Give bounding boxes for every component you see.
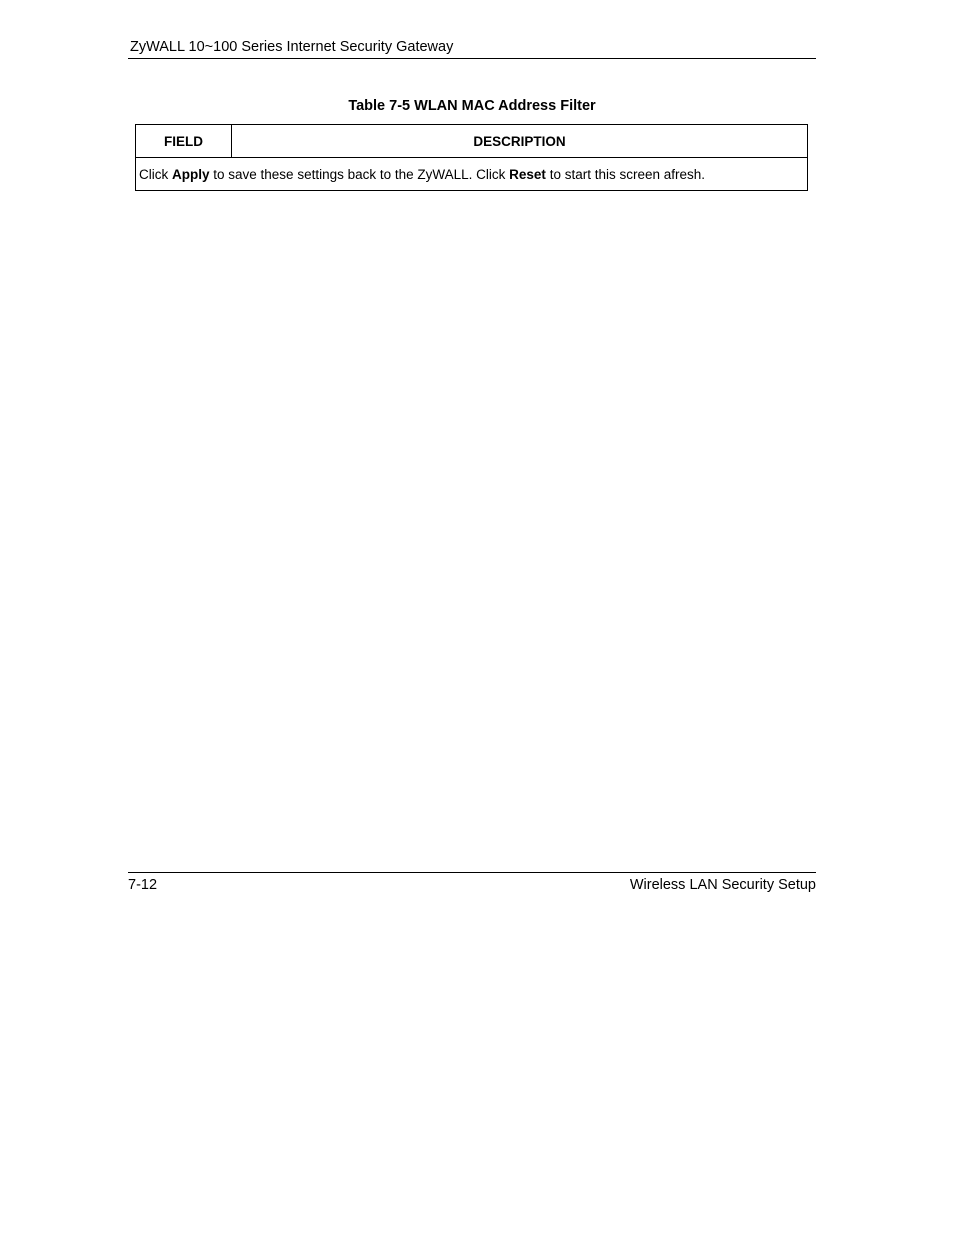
reset-term: Reset	[509, 166, 546, 182]
note-text-1: Click	[139, 166, 172, 182]
table-header-row	[136, 125, 808, 158]
column-header-description: DESCRIPTION	[232, 125, 808, 158]
column-header-field: FIELD	[136, 125, 232, 158]
page-header	[128, 37, 816, 59]
mac-filter-table	[135, 124, 808, 191]
table-caption: Table 7-5 WLAN MAC Address Filter	[348, 98, 596, 114]
apply-term: Apply	[172, 166, 210, 182]
page-footer	[128, 872, 816, 895]
page-number: 7-12	[128, 877, 158, 893]
table-row	[136, 158, 808, 191]
note-text-2: to save these settings back to the ZyWALL. Click	[209, 166, 510, 182]
note-text-3: to start this screen afresh.	[545, 166, 706, 182]
apply-reset-note	[136, 158, 808, 191]
section-title: Wireless LAN Security Setup	[629, 877, 816, 893]
header-title: ZyWALL 10~100 Series Internet Security Gateway	[130, 39, 454, 55]
